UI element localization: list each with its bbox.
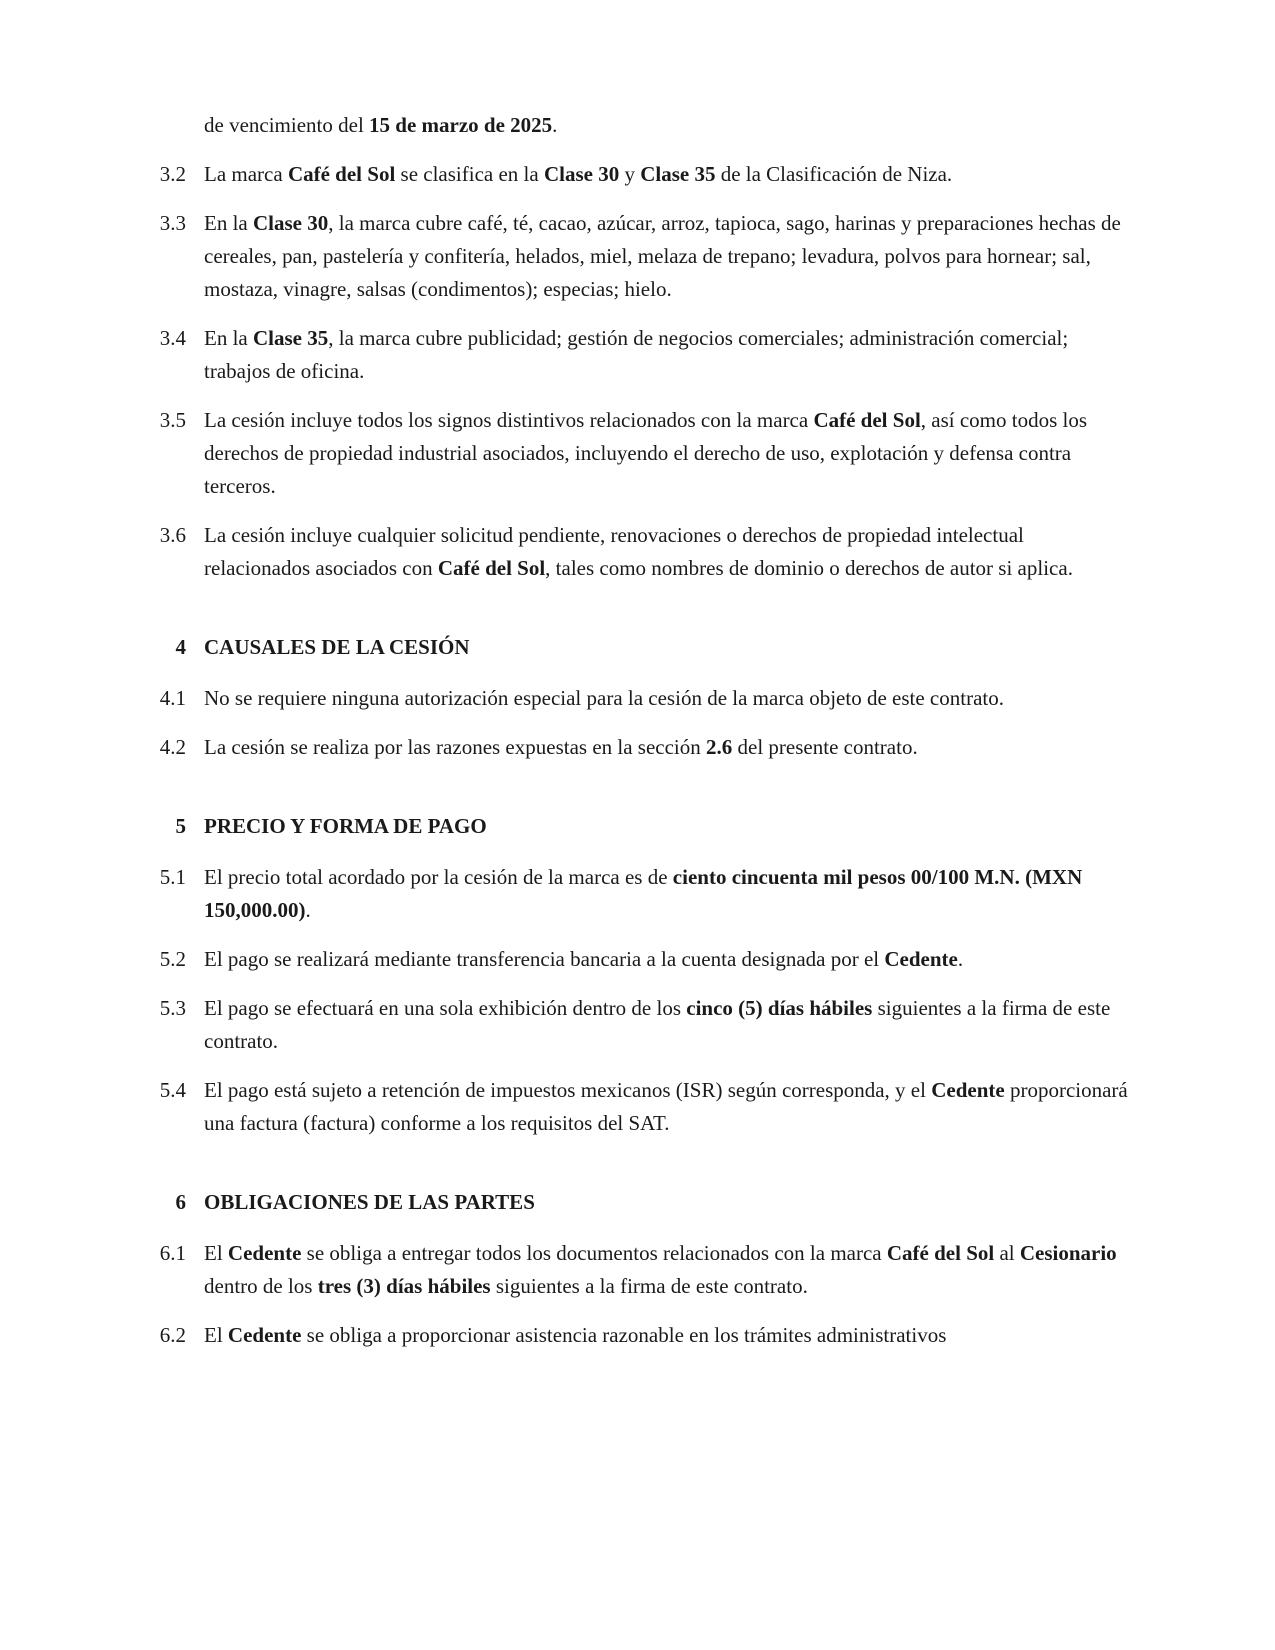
text-segment: del presente contrato. (732, 735, 918, 759)
section-number: 5 (175, 814, 186, 838)
text-segment: El pago se efectuará en una sola exhibición dentro de los (204, 996, 687, 1020)
text-segment-bold: Clase 35 (640, 162, 716, 186)
clause-text (204, 158, 1128, 191)
text-segment: El pago está sujeto a retención de impuestos mexicanos (ISR) según corresponda, y el (204, 1078, 932, 1102)
clause-number: 5.1 (159, 865, 186, 889)
clause-text (204, 731, 1128, 764)
text-segment-bold: 15 de marzo de 2025 (369, 113, 553, 137)
text-segment: se obliga a entregar todos los documentos relacionados con la marca (301, 1241, 887, 1265)
text-segment-bold: Cesionario (1019, 1241, 1117, 1265)
text-segment: , tales como nombres de dominio o derechos de autor si aplica. (545, 556, 1073, 580)
text-segment: de vencimiento del (204, 113, 370, 137)
section-heading (148, 1186, 1128, 1219)
section-title (204, 810, 1128, 843)
clause-text (204, 992, 1128, 1058)
clause-item (148, 861, 1128, 927)
clause-number: 3.6 (159, 523, 186, 547)
clause-text (204, 109, 1128, 142)
text-segment-bold: ciento cincuenta mil pesos 00/100 M.N. (MXN 150,000.00) (204, 865, 1083, 922)
document-body (148, 109, 1128, 1352)
section-heading (148, 810, 1128, 843)
text-segment: El (204, 1323, 228, 1347)
text-segment-bold: CAUSALES DE LA CESIÓN (204, 635, 470, 659)
text-segment-bold: PRECIO Y FORMA DE PAGO (204, 814, 487, 838)
clause-text (204, 519, 1128, 585)
clause-number: 5.4 (159, 1078, 186, 1102)
section-heading (148, 631, 1128, 664)
text-segment-bold: Cedente (931, 1078, 1005, 1102)
section-title (204, 631, 1128, 664)
clause-text (204, 943, 1128, 976)
clause-item (148, 731, 1128, 764)
clause-text (204, 861, 1128, 927)
text-segment: se clasifica en la (395, 162, 544, 186)
text-segment: , así como todos los derechos de propiedad industrial asociados, incluyendo el derecho de uso, explotación y defensa contra terceros. (204, 408, 1088, 498)
text-segment: En la (204, 326, 253, 350)
clause-item (148, 1237, 1128, 1303)
text-segment: En la (204, 211, 253, 235)
clause-item (148, 1319, 1128, 1352)
clause-number: 6.2 (159, 1323, 186, 1347)
section-title (204, 1186, 1128, 1219)
clause-number: 4.1 (159, 686, 186, 710)
clause-item (148, 519, 1128, 585)
text-segment: de la Clasificación de Niza. (715, 162, 953, 186)
clause-item (148, 158, 1128, 191)
clause-item (148, 943, 1128, 976)
text-segment: siguientes a la firma de este contrato. (490, 1274, 808, 1298)
clause-number: 3.5 (159, 408, 186, 432)
clause-number: 6.1 (159, 1241, 186, 1265)
clause-number: 3.3 (159, 211, 186, 235)
text-segment-bold: Clase 30 (252, 211, 329, 235)
clause-number: 4.2 (159, 735, 186, 759)
text-segment: se obliga a proporcionar asistencia razonable en los trámites administrativos (301, 1323, 947, 1347)
clause-number: 3.2 (159, 162, 186, 186)
text-segment: . (305, 898, 311, 922)
text-segment-bold: 2.6 (706, 735, 733, 759)
clause-item (148, 992, 1128, 1058)
text-segment: dentro de los (204, 1274, 318, 1298)
clause-item (148, 404, 1128, 503)
text-segment: El precio total acordado por la cesión de la marca es de (204, 865, 673, 889)
text-segment-bold: Clase 30 (543, 162, 620, 186)
text-segment-bold: Cedente (227, 1323, 302, 1347)
clause-text (204, 1074, 1128, 1140)
text-segment: . (552, 113, 558, 137)
clause-number: 5.2 (159, 947, 186, 971)
clause-number: 3.4 (159, 326, 186, 350)
clause-text (204, 1237, 1128, 1303)
text-segment: El pago se realizará mediante transferencia bancaria a la cuenta designada por el (204, 947, 885, 971)
text-segment: La cesión incluye cualquier solicitud pendiente, renovaciones o derechos de propiedad intelectual relacionados asociados con (204, 523, 1024, 580)
text-segment: No se requiere ninguna autorización especial para la cesión de la marca objeto de este contrato. (204, 686, 1004, 710)
text-segment: El (204, 1241, 228, 1265)
clause-item (148, 109, 1128, 142)
text-segment: La cesión incluye todos los signos distintivos relacionados con la marca (204, 408, 814, 432)
text-segment: . (957, 947, 964, 971)
text-segment-bold: Café del Sol (886, 1241, 995, 1265)
text-segment: , la marca cubre publicidad; gestión de negocios comerciales; administración comercial; trabajos de oficina. (204, 326, 1069, 383)
clause-item (148, 1074, 1128, 1140)
text-segment-bold: Café del Sol (813, 408, 921, 432)
text-segment-bold: Cedente (227, 1241, 302, 1265)
text-segment: proporcionará una factura (factura) conforme a los requisitos del SAT. (204, 1078, 1128, 1135)
text-segment-bold: Café del Sol (437, 556, 546, 580)
text-segment: al (994, 1241, 1020, 1265)
text-segment: La marca (204, 162, 288, 186)
text-segment: La cesión se realiza por las razones expuestas en la sección (204, 735, 707, 759)
clause-text (204, 322, 1128, 388)
text-segment-bold: tres (3) días hábiles (317, 1274, 491, 1298)
clause-text (204, 207, 1128, 306)
text-segment-bold: Cedente (884, 947, 958, 971)
text-segment: siguientes a la firma de este contrato. (204, 996, 1111, 1053)
text-segment: y (619, 162, 641, 186)
clause-item (148, 322, 1128, 388)
section-number: 6 (175, 1190, 186, 1214)
clause-number: 5.3 (159, 996, 186, 1020)
section-number: 4 (175, 635, 186, 659)
clause-text (204, 1319, 1128, 1352)
text-segment-bold: cinco (5) días hábiles (686, 996, 873, 1020)
text-segment-bold: Café del Sol (287, 162, 396, 186)
text-segment-bold: Clase 35 (252, 326, 329, 350)
clause-item (148, 207, 1128, 306)
clause-item (148, 682, 1128, 715)
text-segment-bold: OBLIGACIONES DE LAS PARTES (204, 1190, 535, 1214)
text-segment: , la marca cubre café, té, cacao, azúcar, arroz, tapioca, sago, harinas y preparaciones hechas de cereales, pan, pastelería y confitería, helados, miel, melaza de trepano; levadura, polvos para hornear; sal, mostaza, vinagre, salsas (condimentos); especias; hielo. (204, 211, 1121, 301)
clause-text (204, 682, 1128, 715)
clause-text (204, 404, 1128, 503)
